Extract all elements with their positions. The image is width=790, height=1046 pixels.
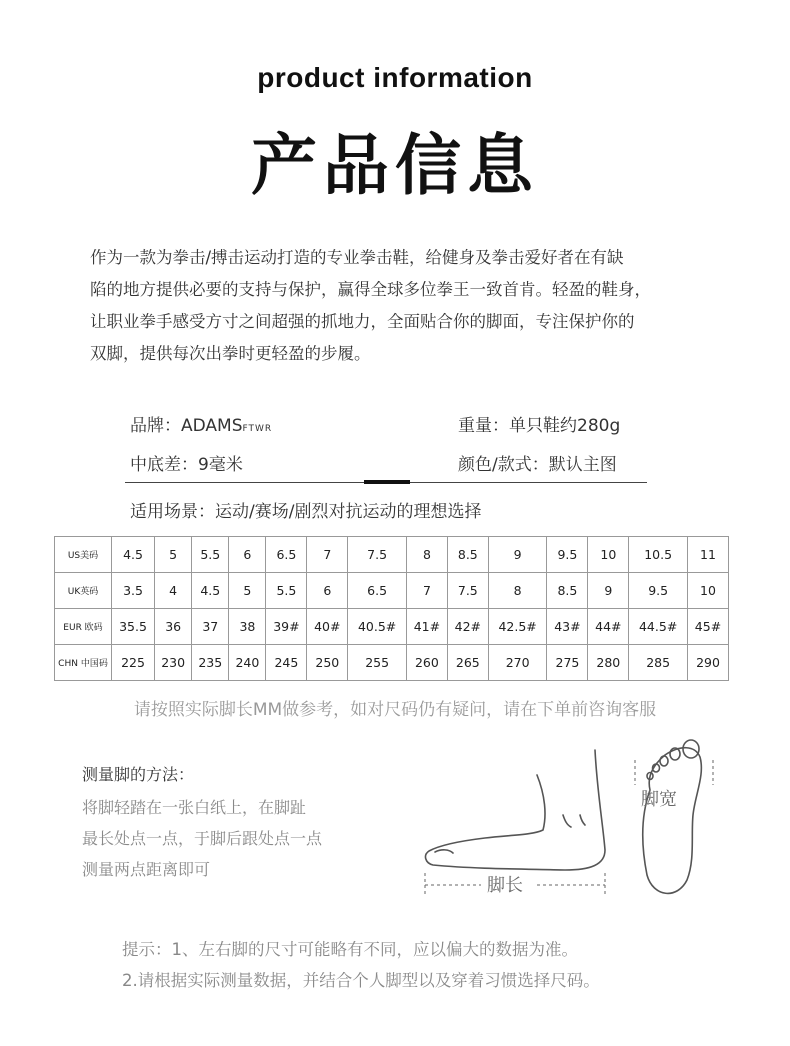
size-cell: 290 [688, 645, 729, 681]
size-row-label: CHN 中国码 [55, 645, 112, 681]
chinese-title: 产品信息 [251, 127, 539, 204]
size-row [55, 537, 729, 573]
description-line: 双脚，提供每次出拳时更轻盈的步履。 [90, 344, 371, 363]
method-line: 最长处点一点，于脚后跟处点一点 [82, 829, 323, 848]
size-cell: 5 [229, 573, 266, 609]
size-cell: 240 [229, 645, 266, 681]
english-title: product information [257, 62, 533, 93]
size-cell: 8.5 [447, 537, 488, 573]
width-label: 脚宽 [641, 789, 677, 810]
size-cell: 5.5 [266, 573, 307, 609]
size-row [55, 609, 729, 645]
size-cell: 255 [348, 645, 407, 681]
size-table [54, 536, 729, 681]
description-line: 陷的地方提供必要的支持与保护，赢得全球多位拳王一致首肯。轻盈的鞋身， [90, 280, 651, 299]
size-cell: 10 [688, 573, 729, 609]
divider-accent [364, 480, 410, 484]
size-cell: 44# [588, 609, 629, 645]
tip-line: 2.请根据实际测量数据，并结合个人脚型以及穿着习惯选择尺码。 [122, 971, 600, 990]
size-cell: 275 [547, 645, 588, 681]
spec-brand [130, 411, 272, 436]
size-cell: 43# [547, 609, 588, 645]
size-cell: 5.5 [192, 537, 229, 573]
size-row-label: UK英码 [55, 573, 112, 609]
foot-measure-diagram [415, 735, 715, 910]
spec-midsole: 中底差：9毫米 [130, 455, 243, 475]
size-row [55, 645, 729, 681]
size-cell: 37 [192, 609, 229, 645]
size-cell: 40.5# [348, 609, 407, 645]
method-title: 测量脚的方法： [82, 765, 195, 784]
size-note: 请按照实际脚长MM做参考，如对尺码仍有疑问，请在下单前咨询客服 [133, 700, 657, 720]
size-cell: 8 [406, 537, 447, 573]
size-cell: 45# [688, 609, 729, 645]
brand-sub: FTWR [242, 424, 273, 434]
size-cell: 285 [629, 645, 688, 681]
size-cell: 7 [307, 537, 348, 573]
description-line: 让职业拳手感受方寸之间超强的抓地力，全面贴合你的脚面，专注保护你的 [90, 312, 635, 331]
size-cell: 6.5 [266, 537, 307, 573]
tip-line: 提示：1、左右脚的尺寸可能略有不同，应以偏大的数据为准。 [122, 940, 578, 959]
size-cell: 4.5 [192, 573, 229, 609]
size-cell: 38 [229, 609, 266, 645]
size-cell: 6 [229, 537, 266, 573]
length-label: 脚长 [487, 875, 523, 896]
size-cell: 9 [488, 537, 547, 573]
size-row-label: US美码 [55, 537, 112, 573]
size-cell: 225 [112, 645, 155, 681]
size-cell: 5 [155, 537, 192, 573]
size-cell: 6 [307, 573, 348, 609]
size-cell: 9 [588, 573, 629, 609]
size-cell: 11 [688, 537, 729, 573]
size-cell: 250 [307, 645, 348, 681]
spec-weight: 重量：单只鞋约280g [458, 416, 621, 436]
size-cell: 4 [155, 573, 192, 609]
size-cell: 235 [192, 645, 229, 681]
size-row-label: EUR 欧码 [55, 609, 112, 645]
size-cell: 6.5 [348, 573, 407, 609]
size-cell: 280 [588, 645, 629, 681]
size-cell: 4.5 [112, 537, 155, 573]
size-cell: 42.5# [488, 609, 547, 645]
size-cell: 8 [488, 573, 547, 609]
size-cell: 40# [307, 609, 348, 645]
size-cell: 44.5# [629, 609, 688, 645]
size-cell: 3.5 [112, 573, 155, 609]
size-cell: 7 [406, 573, 447, 609]
size-cell: 41# [406, 609, 447, 645]
size-cell: 260 [406, 645, 447, 681]
size-cell: 36 [155, 609, 192, 645]
size-cell: 230 [155, 645, 192, 681]
spec-scene: 适用场景：运动/赛场/剧烈对抗运动的理想选择 [130, 502, 482, 522]
size-row [55, 573, 729, 609]
size-cell: 245 [266, 645, 307, 681]
brand-label: 品牌：ADAMS [130, 416, 243, 436]
method-line: 将脚轻踏在一张白纸上，在脚趾 [82, 798, 307, 817]
spec-color: 颜色/款式：默认主图 [458, 455, 617, 475]
size-cell: 7.5 [447, 573, 488, 609]
size-cell: 9.5 [629, 573, 688, 609]
method-line: 测量两点距离即可 [82, 860, 211, 879]
size-cell: 8.5 [547, 573, 588, 609]
size-cell: 9.5 [547, 537, 588, 573]
description-line: 作为一款为拳击/搏击运动打造的专业拳击鞋，给健身及拳击爱好者在有缺 [90, 248, 624, 267]
size-cell: 39# [266, 609, 307, 645]
size-cell: 270 [488, 645, 547, 681]
size-cell: 42# [447, 609, 488, 645]
size-cell: 35.5 [112, 609, 155, 645]
size-cell: 265 [447, 645, 488, 681]
size-cell: 7.5 [348, 537, 407, 573]
size-cell: 10.5 [629, 537, 688, 573]
foot-sole-outline [643, 748, 702, 894]
product-description [90, 242, 730, 370]
size-cell: 10 [588, 537, 629, 573]
